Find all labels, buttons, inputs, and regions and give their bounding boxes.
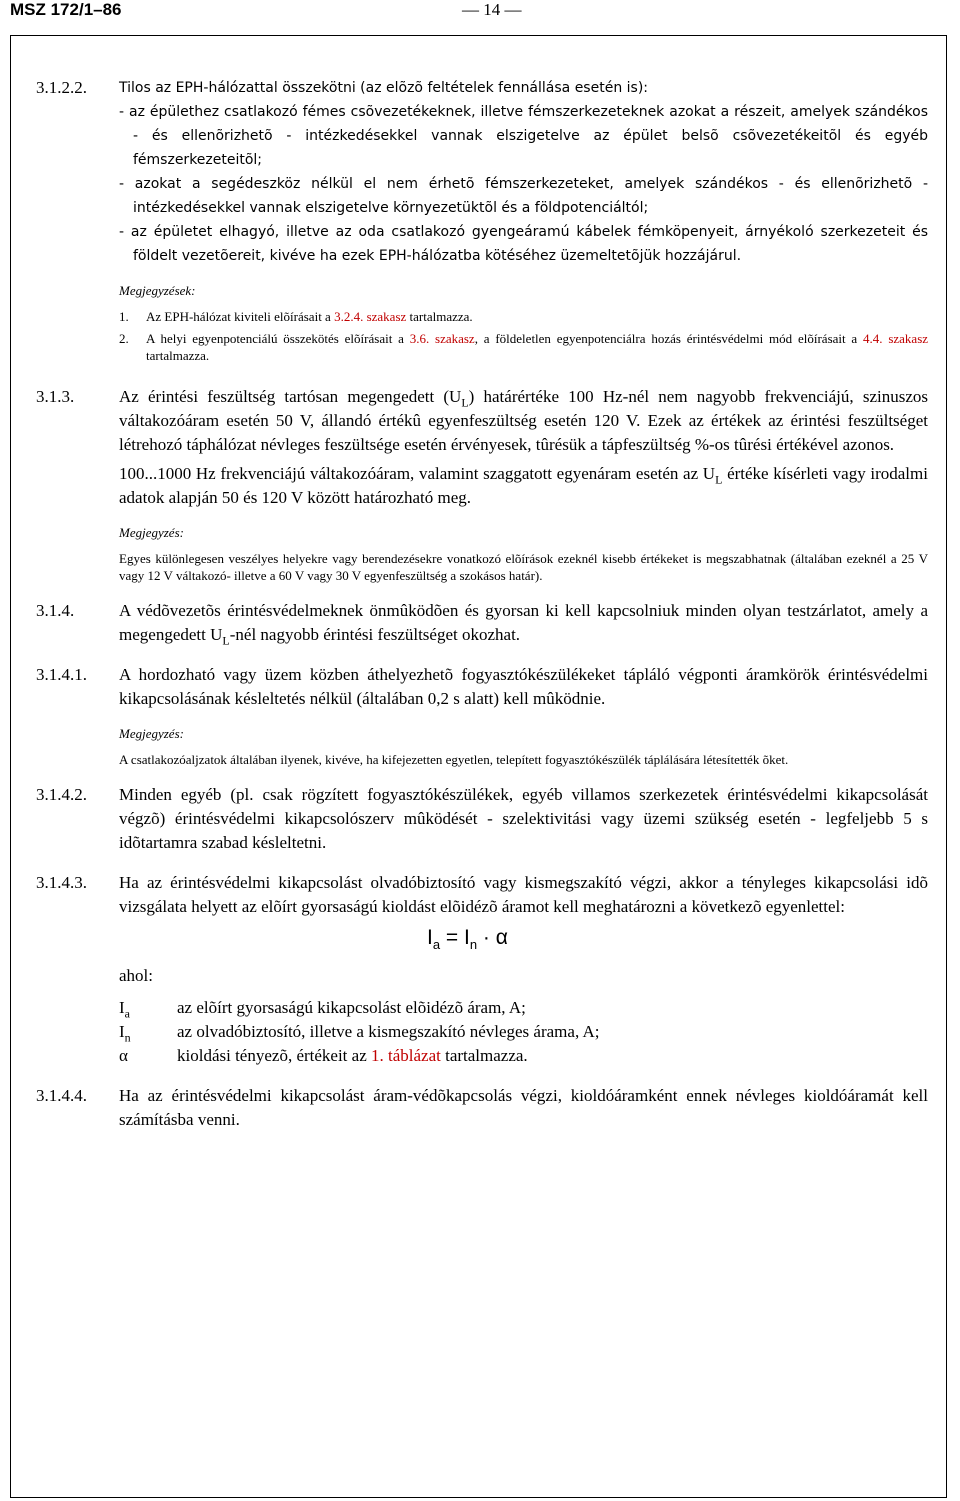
page-number: — 14 — [462, 0, 522, 19]
section-intro: Tilos az EPH-hálózattal összekötni (az elõzõ feltételek fennállása esetén is): [119, 80, 649, 96]
note-number: 2. [119, 331, 129, 346]
note-text: tartalmazza. [406, 309, 473, 324]
definition-symbol: $I_n$ [119, 1022, 131, 1045]
section-paragraph: A hordozható vagy üzem közben áthelyezhetõ fogyasztókészülékeket tápláló végponti áramkörök érintésvédelmi kikapcsolásának késleltetés nélkül (általában 0,2 s alatt) kell mûködnie. [119, 665, 928, 708]
notes-heading: Megjegyzések: [119, 283, 196, 298]
note-text: Az EPH-hálózat kiviteli elõírásait a [146, 309, 335, 324]
section-3-1-3 [36, 385, 928, 589]
section-3-1-4 [36, 599, 928, 647]
definition-symbol: α [119, 1046, 128, 1065]
section-paragraph: Ha az érintésvédelmi kikapcsolást olvadóbiztosító vagy kismegszakító végzi, akkor a tényleges kikapcsolási idõ vizsgálata helyett az elõírt gyorsaságú kioldást elõidézõ áramot kell meghatározni a következõ egyenlettel: [119, 873, 928, 916]
section-reference-link[interactable]: 3.2.4. szakasz [334, 309, 407, 324]
definition-row [119, 1020, 928, 1044]
note-text: tartalmazza. [146, 348, 210, 363]
section-3-1-2-2 [36, 76, 928, 369]
notes-block [119, 524, 928, 584]
notes-block [119, 282, 928, 364]
page-content [36, 76, 928, 1132]
note-item [119, 330, 928, 364]
note-text: Egyes különlegesen veszélyes helyekre vagy berendezésekre vonatkozó elõírások ezeknél kisebb értékeket is megszabhatnak (általában ezeknél a 25 V vagy 12 V váltakozó- illetve a 60 V vagy 30 V egyenfeszültség a szokásos határ). [119, 551, 928, 583]
list-item: - az épületet elhagyó, illetve az oda csatlakozó gyengeáramú kábelek fémköpenyeit, árnyékoló szerkezeteit és földelt vezetõereit, kivéve ha ezek EPH-hálózatba kötéséhez üzemeltetõjük hozzájárul. [119, 224, 928, 264]
ahol-label: ahol: [119, 966, 153, 985]
note-text: A csatlakozóaljzatok általában ilyenek, kivéve, ha kifejezetten egyetlen, telepített fogyasztókészülék táplálására létesítették õket. [119, 752, 789, 767]
section-reference-link[interactable]: 3.6. szakasz [409, 331, 475, 346]
section-3-1-4-3 [36, 871, 928, 1068]
section-paragraph: Az érintési feszültség tartósan megengedett $(U_L)$ határértéke 100 Hz-nél nem nagyobb frekvenciájú, szinuszos váltakozóáram esetén 50 V, állandó értékû egyenfeszültség esetén 120 V. Ezek az értékek az érintési feszültséget létrehozó táphálózat névleges feszültsége esetén érvényesek, tûrésük a tápfeszültség %-os tûrési értékével azonos. [119, 387, 928, 454]
section-number: 3.1.3. [36, 387, 75, 406]
table-reference-link[interactable]: 1. táblázat [371, 1046, 441, 1065]
notes-block [119, 725, 928, 768]
definition-symbol: $I_a$ [119, 998, 130, 1021]
note-text: , a földeletlen egyenpotenciálra hozás érintésvédelmi mód elõírásait a [474, 331, 864, 346]
section-paragraph: Ha az érintésvédelmi kikapcsolást áram-védõkapcsolás végzi, kioldóáramként ennek névleges kioldóáramát kell számításba venni. [119, 1086, 928, 1129]
section-3-1-4-2 [36, 783, 928, 855]
definition-row [119, 996, 928, 1020]
definition-text: kioldási tényezõ, értékeit az 1. táblázat tartalmazza. [177, 1046, 528, 1065]
section-number: 3.1.4.3. [36, 873, 87, 892]
note-heading: Megjegyzés: [119, 525, 184, 540]
note-text: A helyi egyenpotenciálú összekötés elõírásait a [146, 331, 410, 346]
definition-text: az olvadóbiztosító, illetve a kismegszakító névleges árama, A; [177, 1022, 600, 1041]
definition-text: az elõírt gyorsaságú kikapcsolást elõidézõ áram, A; [177, 998, 526, 1017]
section-paragraph: Minden egyéb (pl. csak rögzített fogyasztókészülékek, egyéb villamos szerkezetek érintésvédelmi kikapcsolását végzõ) érintésvédelmi kikapcsolószerv mûködését - szelektivitási vagy üzemi szükség esetén - legfeljebb 5 s idõtartamra szabad késleltetni. [119, 785, 928, 852]
document-id: MSZ 172/1–86 [10, 0, 122, 19]
formula: $I_a = I_n \cdot \alpha$ [427, 926, 508, 953]
definition-row [119, 1044, 928, 1068]
section-3-1-4-4 [36, 1084, 928, 1132]
section-number: 3.1.4.2. [36, 785, 87, 804]
section-number: 3.1.4. [36, 601, 75, 620]
section-number: 3.1.2.2. [36, 78, 87, 97]
note-number: 1. [119, 309, 129, 324]
section-number: 3.1.4.1. [36, 665, 87, 684]
section-reference-link[interactable]: 4.4. szakasz [863, 331, 929, 346]
note-heading: Megjegyzés: [119, 726, 184, 741]
section-number: 3.1.4.4. [36, 1086, 87, 1105]
note-item [119, 308, 928, 325]
prohibition-list [119, 100, 928, 268]
section-paragraph: A védõvezetõs érintésvédelmeknek önmûködõen és gyorsan ki kell kapcsolniuk minden olyan testzárlatot, amely a megengedett $U_L$-nél nagyobb érintési feszültséget okozhat. [119, 601, 928, 648]
list-item: - azokat a segédeszköz nélkül el nem érhetõ fémszerkezeteket, amelyek szándékos - és ellenõrizhetõ - intézkedésekkel vannak elszigetelve környezetüktõl és a földpotenciáltól; [119, 176, 928, 216]
section-paragraph: 100...1000 Hz frekvenciájú váltakozóáram, valamint szaggatott egyenáram esetén az $U_L$ értéke kísérleti vagy irodalmi adatok alapján 50 és 120 V között határozható meg. [119, 464, 928, 507]
list-item: - az épülethez csatlakozó fémes csõvezetékeknek, illetve fémszerkezeteknek azokat a részeit, amelyek szándékos - és ellenõrizhetõ - intézkedésekkel vannak elszigetelve az épület belsõ csõvezetékeitõl és egyéb fémszerkezeteitõl; [119, 104, 928, 168]
section-3-1-4-1 [36, 663, 928, 773]
page-header [0, 0, 960, 30]
